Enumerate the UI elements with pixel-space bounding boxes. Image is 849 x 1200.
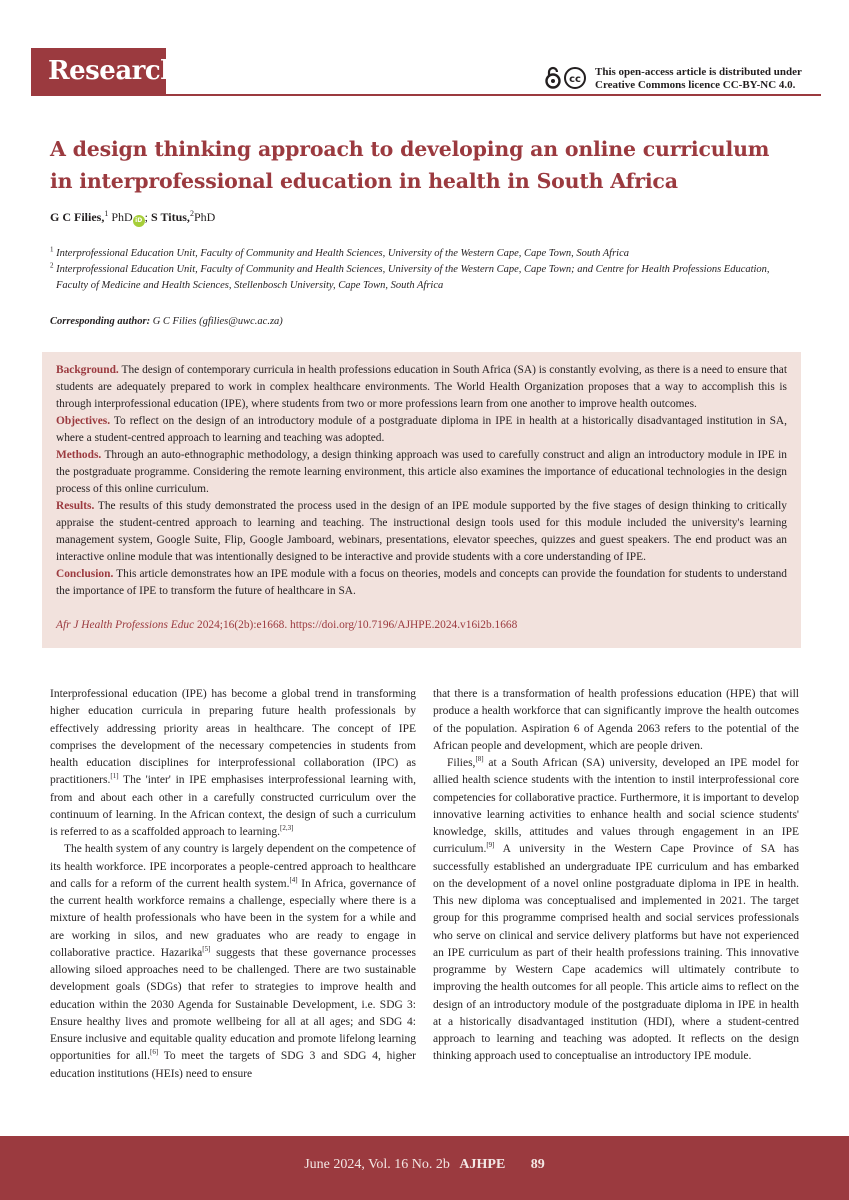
author-2-name: S Titus, <box>151 210 190 224</box>
reference-link[interactable]: [2,3] <box>280 824 294 833</box>
author-2-affil-ref: 2 <box>189 209 194 218</box>
footer <box>0 1156 849 1174</box>
body-paragraph <box>50 841 416 1083</box>
body-text: The health system of any country is largely dependent on the competence of its health workforce. IPE incorporates a people-centred approach to healthcare and calls for a reform of the current health system. <box>50 843 416 890</box>
affiliation-2-number: 2 <box>50 261 54 270</box>
citation-journal: Afr J Health Professions Educ <box>56 619 195 631</box>
reference-link[interactable]: [5] <box>202 944 211 953</box>
title-line-2: in interprofessional education in health in South Africa <box>50 169 678 193</box>
open-access-icon <box>547 68 560 88</box>
abstract-box <box>42 352 801 648</box>
header-rule <box>31 94 821 96</box>
corresponding-author-value[interactable]: G C Filies (gfilies@uwc.ac.za) <box>152 316 283 327</box>
reference-link[interactable]: [9] <box>486 841 495 850</box>
abstract-methods <box>56 447 787 498</box>
corresponding-author <box>50 315 820 329</box>
reference-link[interactable]: [1] <box>110 772 119 781</box>
body-text: The 'inter' in IPE emphasises interprofessional learning with, from and about each other in a carefully constructed curriculum over the continuum of learning. In the African context, the design of such a curriculum is referred to as a scaffolded approach to learning. <box>50 774 416 838</box>
body-text: To meet the targets of SDG 3 and SDG 4, higher education institutions (HEIs) need to ensure <box>50 1050 417 1080</box>
affiliations <box>50 246 820 294</box>
affiliation-2 <box>50 262 820 278</box>
reference-link[interactable]: [4] <box>289 875 298 884</box>
body-text: that there is a transformation of health professions education (HPE) that will produce a health workforce that can significantly improve the health outcomes of the population. Aspiration 6 of Agenda 2063 refers to the potential of the African people and development, which are people driven. <box>433 688 799 752</box>
affiliation-2-text-line-1: Interprofessional Education Unit, Faculty of Community and Health Sciences, University of the Western Cape, Cape Town; and Centre for Health Professions Education, <box>56 264 770 275</box>
author-1-name: G C Filies, <box>50 210 105 224</box>
methods-label: Methods. <box>56 449 102 461</box>
footer-journal: AJHPE <box>459 1157 506 1172</box>
section-tab-research <box>31 48 179 95</box>
author-1-affil-ref: 1 <box>104 209 109 218</box>
abstract-background <box>56 362 787 413</box>
conclusion-label: Conclusion. <box>56 568 114 580</box>
background-label: Background. <box>56 364 119 376</box>
license-notice <box>595 66 835 91</box>
citation-doi[interactable]: 2024;16(2b):e1668. https://doi.org/10.7196/AJHPE.2024.v16i2b.1668 <box>197 619 518 631</box>
affiliation-2-continuation <box>50 278 820 294</box>
affiliation-1-number: 1 <box>50 245 54 254</box>
footer-issue: June 2024, Vol. 16 No. 2b <box>304 1157 450 1172</box>
author-list <box>50 209 810 227</box>
license-line-1: This open-access article is distributed under <box>595 66 802 78</box>
body-paragraph <box>433 755 799 1066</box>
body-text: In Africa, governance of the current health workforce remains a challenge, especially where there is a mixture of health professionals who have been in the system for a while and are working in silos, and new graduates who are ready to engage in collaborative practice. Hazarika <box>50 877 416 959</box>
body-column-left <box>50 686 416 1083</box>
body-text: A university in the Western Cape Province of SA has successfully established an undergraduate IPE curriculum and has embarked on the development of a novel online postgraduate diploma in IPE in health. This new diploma was conceptualised and implemented in 2021. The target group for this programme comprised health and social services professionals who serve on clinical and service delivery platforms but have not experienced an IPE curriculum as part of their health professions training. This innovative programme by Western Cape academics will ultimately contribute to improving the health outcomes for all people. This article aims to reflect on the design of an introductory module of the postgraduate diploma in IPE in health at a historically disadvantaged institution (HDI), where a student-centred approach to learning and teaching was adopted. It reflects on the design thinking approach used to conceptualise an introductory IPE module. <box>433 843 799 1063</box>
creative-commons-icon <box>565 68 585 88</box>
page-number: 89 <box>530 1157 545 1172</box>
author-1-degree: PhD <box>111 210 133 224</box>
corresponding-author-label: Corresponding author: <box>50 316 151 327</box>
abstract-objectives <box>56 413 787 447</box>
author-separator: ; <box>144 210 149 224</box>
body-text: suggests that these governance processes allowing siloed approaches need to be challenged. There are two sustainable development goals (SDGs) that refer to strategies to improve health and education within the 2030 Agenda for Sustainable Development, i.e. SDG 3: Ensure healthy lives and promote wellbeing for all at all ages; and SDG 4: Ensure inclusive and equitable quality education and promote lifelong learning opportunities for all. <box>50 946 416 1063</box>
abstract-conclusion <box>56 566 787 600</box>
svg-text:cc: cc <box>569 74 581 85</box>
license-line-2: Creative Commons licence CC-BY-NC 4.0. <box>595 78 796 91</box>
results-label: Results. <box>56 500 95 512</box>
affiliation-2-text-line-2: Faculty of Medicine and Health Sciences, Stellenbosch University, Cape Town, South Africa <box>56 280 444 291</box>
background-text: The design of contemporary curricula in health professions education in South Africa (SA) is constantly evolving, as there is a need to ensure that students are adequately prepared to work in complex healthcare environments. The World Health Organization proposes that a way to accomplish this is through interprofessional education (IPE), where students from two or more professions learn from one another to improve health outcomes. <box>56 364 787 410</box>
license-icons <box>545 66 587 90</box>
body-text: Filies, <box>447 757 476 769</box>
conclusion-text: This article demonstrates how an IPE module with a focus on theories, models and concepts can provide the foundation for students to understand the importance of IPE to transform the future of healthcare in SA. <box>56 568 787 597</box>
body-paragraph <box>50 686 416 841</box>
objectives-text: To reflect on the design of an introductory module of a postgraduate diploma in IPE in health at a historically disadvantaged institution in SA, where a student-centred approach to learning and teaching was adopted. <box>56 415 787 444</box>
reference-link[interactable]: [8] <box>475 755 484 764</box>
article-title <box>50 133 810 197</box>
affiliation-1 <box>50 246 820 262</box>
body-text: at a South African (SA) university, developed an IPE model for allied health science students with the intention to instil interprofessional core competencies for collaborative practice. Furthermore, it is important to develop innovative learning activities to enhance health and social science students' knowledge, skills, attitudes and values through engagement in an IPE curriculum. <box>433 757 799 856</box>
title-line-1: A design thinking approach to developing an online curriculum <box>50 137 770 161</box>
citation <box>56 617 787 634</box>
body-paragraph <box>433 686 799 755</box>
body-column-right <box>433 686 799 1066</box>
abstract-results <box>56 498 787 566</box>
author-2-degree: PhD <box>193 210 216 224</box>
methods-text: Through an auto-ethnographic methodology, a design thinking approach was used to carefully construct and align an introductory module in IPE in the postgraduate programme. Considering the remote learning environment, this article also examines the importance of educational technologies in the design process of this online curriculum. <box>56 449 787 495</box>
reference-link[interactable]: [6] <box>149 1048 159 1057</box>
orcid-icon[interactable]: iD <box>133 215 145 227</box>
section-label: Research <box>48 56 179 86</box>
body-text: Interprofessional education (IPE) has become a global trend in transforming higher education curricula in preparing future health professionals by effectively addressing priority areas in healthcare. The concept of IPE comprises the development of the necessary competencies in students from health education disciplines for interprofessional collaboration (IPC) as practitioners. <box>50 688 416 787</box>
affiliation-1-text: Interprofessional Education Unit, Faculty of Community and Health Sciences, University of the Western Cape, Cape Town, South Africa <box>56 248 629 259</box>
results-text: The results of this study demonstrated the process used in the design of an IPE module supported by the five stages of design thinking to critically appraise the student-centred approach to learning and teaching. The instructional design tools used for this module included the university's learning management system, Google Suite, Flip, Google Jamboard, webinars, presentations, elevator speeches, quizzes and guest speakers. The end product was an interactive online module that was intentionally designed to be interactive and provide students with a core understanding of IPE. <box>56 500 787 563</box>
objectives-label: Objectives. <box>56 415 111 427</box>
